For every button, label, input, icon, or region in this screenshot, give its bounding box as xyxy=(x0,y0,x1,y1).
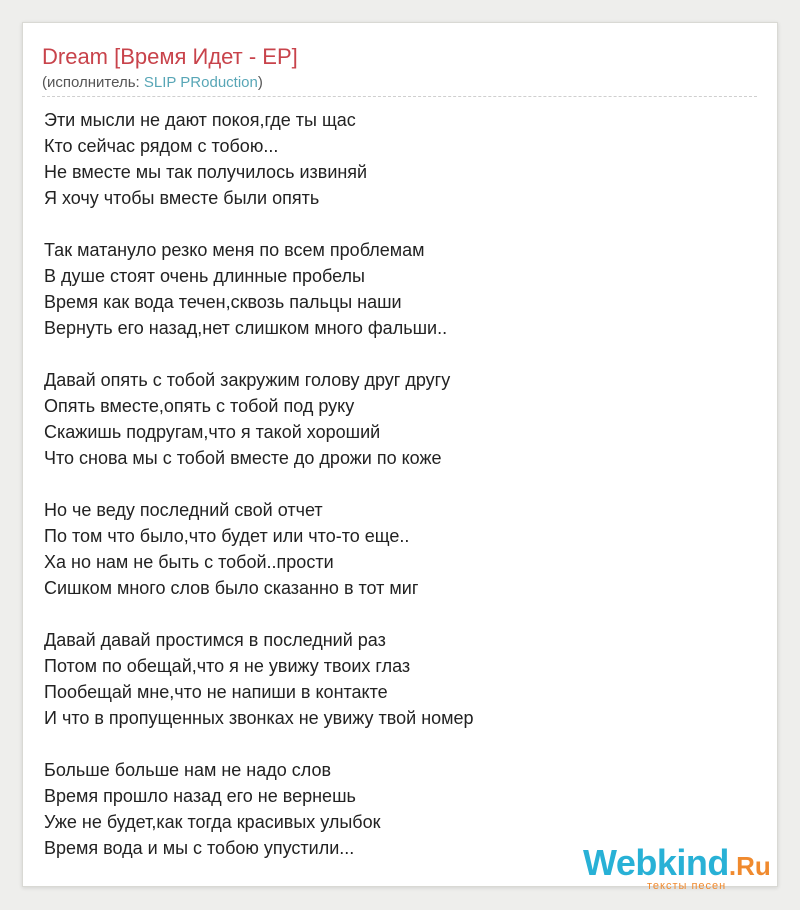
lyric-line: Опять вместе,опять с тобой под руку xyxy=(44,396,355,416)
lyrics-card xyxy=(22,22,778,892)
lyric-line: Время прошло назад его не вернешь xyxy=(44,786,356,806)
song-title: Dream [Время Идет - EP] xyxy=(42,44,298,69)
lyric-line: Время как вода течен,сквозь пальцы наши xyxy=(44,292,402,312)
title-divider xyxy=(42,96,757,97)
artist-line xyxy=(42,73,263,93)
lyric-line: Скажишь подругам,что я такой хороший xyxy=(44,422,381,442)
lyrics-body xyxy=(44,107,744,887)
artist-suffix: ) xyxy=(257,74,263,91)
lyric-line: Потом по обещай,что я не увижу твоих глаз xyxy=(44,656,411,676)
artist-prefix: (исполнитель: xyxy=(42,74,144,91)
webkind-logo[interactable] xyxy=(583,842,779,892)
stanza xyxy=(44,367,744,471)
logo-name: Webkind xyxy=(583,842,729,883)
lyric-line: Но че веду последний свой отчет xyxy=(44,500,323,520)
lyric-line: По том что было,что будет или что-то еще.. xyxy=(44,526,410,546)
lyric-line: Время вода и мы с тобою упустили... xyxy=(44,838,355,858)
lyric-line: Давай давай простимся в последний раз xyxy=(44,630,386,650)
lyric-line: Не вместе мы так получилось извиняй xyxy=(44,162,368,182)
lyric-line: Вернуть его назад,нет слишком много фальши.. xyxy=(44,318,448,338)
lyric-line: Уже не будет,как тогда красивых улыбок xyxy=(44,812,381,832)
lyric-line: Больше больше нам не надо слов xyxy=(44,760,332,780)
stanza xyxy=(44,237,744,341)
stanza xyxy=(44,107,744,211)
lyric-line: Так матануло резко меня по всем проблемам xyxy=(44,240,425,260)
logo-subtitle: тексты песен xyxy=(647,880,727,892)
lyric-line: Сишком много слов было сказанно в тот миг xyxy=(44,578,419,598)
lyric-line: Пообещай мне,что не напиши в контакте xyxy=(44,682,388,702)
logo-tld: .Ru xyxy=(728,851,771,881)
lyric-line: В душе стоят очень длинные пробелы xyxy=(44,266,365,286)
lyric-line: Кто сейчас рядом с тобою... xyxy=(44,136,279,156)
stanza xyxy=(44,497,744,601)
lyric-line: И что в пропущенных звонках не увижу твой номер xyxy=(44,708,474,728)
lyric-line: Ха но нам не быть с тобой..прости xyxy=(44,552,334,572)
stanza xyxy=(44,627,744,731)
lyric-line: Что снова мы с тобой вместе до дрожи по коже xyxy=(44,448,442,468)
lyric-line: Я хочу чтобы вместе были опять xyxy=(44,188,320,208)
lyric-line: Эти мысли не дают покоя,где ты щас xyxy=(44,110,356,130)
artist-link[interactable]: SLIP PRoduction xyxy=(143,74,258,91)
lyric-line: Давай опять с тобой закружим голову друг другу xyxy=(44,370,451,390)
